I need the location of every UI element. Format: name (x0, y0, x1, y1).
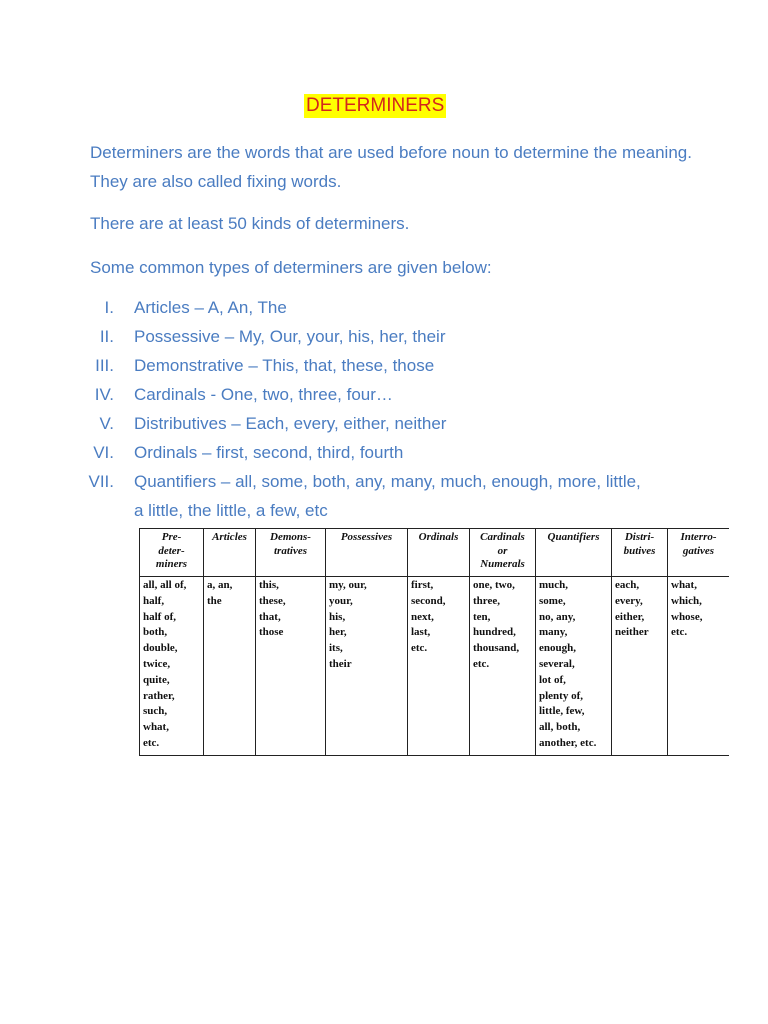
list-item-text: Articles – A, An, The (134, 298, 287, 317)
table-cell-line: next, (411, 610, 434, 623)
column-header-line: Distri- (624, 531, 655, 543)
table-cell-line: their (329, 657, 352, 670)
table-cell-line: double, (143, 642, 178, 655)
column-header-line: Interro- (680, 531, 717, 543)
table-cell-line: which, (671, 594, 702, 607)
column-header (408, 529, 470, 577)
column-header-line: Ordinals (418, 531, 459, 543)
column-header (256, 529, 326, 577)
table-cell-line: every, (615, 594, 643, 607)
list-item (70, 409, 710, 438)
column-header (140, 529, 204, 577)
table-cell-line: etc. (411, 642, 428, 655)
table-header-row (140, 529, 730, 577)
table-cell-line: thousand, (473, 642, 520, 655)
table-cell-line: etc. (671, 626, 688, 639)
page-title: DETERMINERS (306, 95, 445, 116)
table-row (140, 577, 730, 756)
table-cell-line: this, (259, 579, 279, 591)
list-item-text: Ordinals – first, second, third, fourth (134, 443, 404, 462)
table-cell-line: one, two, (473, 579, 515, 591)
list-item-text: Possessive – My, Our, your, his, her, their (134, 327, 446, 346)
intro-paragraph: Determiners are the words that are used before noun to determine the meaning. They are also called fixing words. (90, 143, 692, 191)
table-cell-line: last, (411, 626, 431, 639)
column-header (470, 529, 536, 577)
table-cell-line: ten, (473, 610, 491, 623)
list-intro: Some common types of determiners are given below: (90, 258, 492, 277)
list-item-number: VII. (88, 472, 114, 491)
table-cell-line: second, (411, 594, 446, 607)
column-header-line: deter- (158, 544, 185, 557)
table-cell (470, 577, 536, 756)
table-cell-line: hundred, (473, 626, 516, 639)
table-cell-line: several, (539, 657, 575, 670)
table-cell-line: etc. (473, 657, 490, 670)
column-header-line: Possessives (340, 531, 393, 543)
table-cell (256, 577, 326, 756)
column-header (204, 529, 256, 577)
determiners-table (139, 528, 729, 756)
list-item (70, 293, 710, 322)
table-cell-line: all, all of, (143, 579, 187, 591)
column-header (612, 529, 668, 577)
determiners-table-image (139, 528, 729, 758)
table-cell-line: either, (615, 610, 645, 623)
table-cell-line: rather, (143, 689, 175, 702)
table-cell-line: quite, (143, 673, 170, 686)
table-cell-line: your, (329, 594, 353, 607)
count-sentence: There are at least 50 kinds of determiners. (90, 214, 410, 233)
table-cell-line: many, (539, 626, 568, 639)
list-item-number: VI. (93, 443, 114, 462)
table-cell-line: my, our, (329, 579, 367, 591)
column-header-line: butives (623, 544, 656, 557)
list-item (70, 380, 710, 409)
table-cell-line: another, etc. (539, 736, 597, 749)
list-item-number: I. (104, 298, 114, 317)
list-item (70, 438, 710, 467)
table-cell-line: neither (615, 626, 649, 639)
table-cell-line: that, (259, 610, 281, 623)
column-header-line: or (497, 544, 508, 557)
table-cell-line: lot of, (539, 673, 566, 686)
table-cell-line: some, (539, 594, 566, 607)
column-header-line: tratives (274, 544, 307, 557)
column-header-line: Demons- (270, 531, 311, 543)
table-cell-line: whose, (671, 610, 703, 623)
table-cell-line: each, (615, 579, 640, 591)
table-cell-line: plenty of, (539, 689, 583, 702)
determiner-types-list (70, 293, 710, 525)
column-header-line: gatives (682, 544, 715, 557)
table-cell (326, 577, 408, 756)
list-item-text: Demonstrative – This, that, these, those (134, 356, 435, 375)
column-header-line: Quantifiers (547, 531, 600, 543)
table-cell-line: enough, (539, 642, 576, 655)
list-item-text: Quantifiers – all, some, both, any, many, much, enough, more, little, a little, the little, a few, etc (134, 472, 641, 520)
column-header (536, 529, 612, 577)
table-cell-line: what, (671, 579, 697, 591)
list-item-number: II. (99, 327, 114, 346)
table-cell-line: twice, (143, 657, 171, 670)
table-cell-line: no, any, (539, 610, 576, 623)
table-cell-line: those (259, 626, 284, 639)
table-cell-line: half, (143, 594, 165, 607)
table-cell-line: such, (143, 705, 168, 718)
table-cell (536, 577, 612, 756)
table-cell-line: etc. (143, 736, 160, 749)
table-cell-line: these, (259, 594, 286, 607)
column-header-line: miners (155, 558, 188, 571)
table-cell (140, 577, 204, 756)
table-cell-line: what, (143, 721, 169, 734)
column-header (326, 529, 408, 577)
table-cell-line: his, (329, 610, 346, 623)
table-cell-line: little, few, (539, 705, 585, 718)
list-item-text: Cardinals - One, two, three, four… (134, 385, 393, 404)
list-item-number: IV. (94, 385, 114, 404)
list-item-number: V. (99, 414, 114, 433)
table-cell-line: three, (473, 594, 500, 607)
list-item (70, 322, 710, 351)
column-header (668, 529, 730, 577)
table-cell (612, 577, 668, 756)
column-header-line: Numerals (480, 558, 525, 571)
table-cell-line: half of, (143, 610, 176, 623)
table-cell-line: all, both, (539, 721, 581, 734)
table-cell-line: first, (411, 579, 434, 591)
table-cell-line: its, (329, 642, 343, 655)
table-cell-line: much, (539, 579, 569, 591)
table-cell (408, 577, 470, 756)
table-cell (204, 577, 256, 756)
list-item (70, 467, 710, 525)
list-item-number: III. (95, 356, 114, 375)
column-header-line: Pre- (161, 531, 182, 543)
table-cell-line: the (207, 594, 222, 607)
table-cell-line: both, (143, 626, 168, 639)
table-cell-line: her, (329, 626, 347, 639)
list-item (70, 351, 710, 380)
column-header-line: Cardinals (480, 531, 525, 543)
table-cell-line: a, an, (207, 579, 233, 591)
table-cell (668, 577, 730, 756)
list-item-text: Distributives – Each, every, either, neither (134, 414, 447, 433)
column-header-line: Articles (212, 531, 247, 543)
